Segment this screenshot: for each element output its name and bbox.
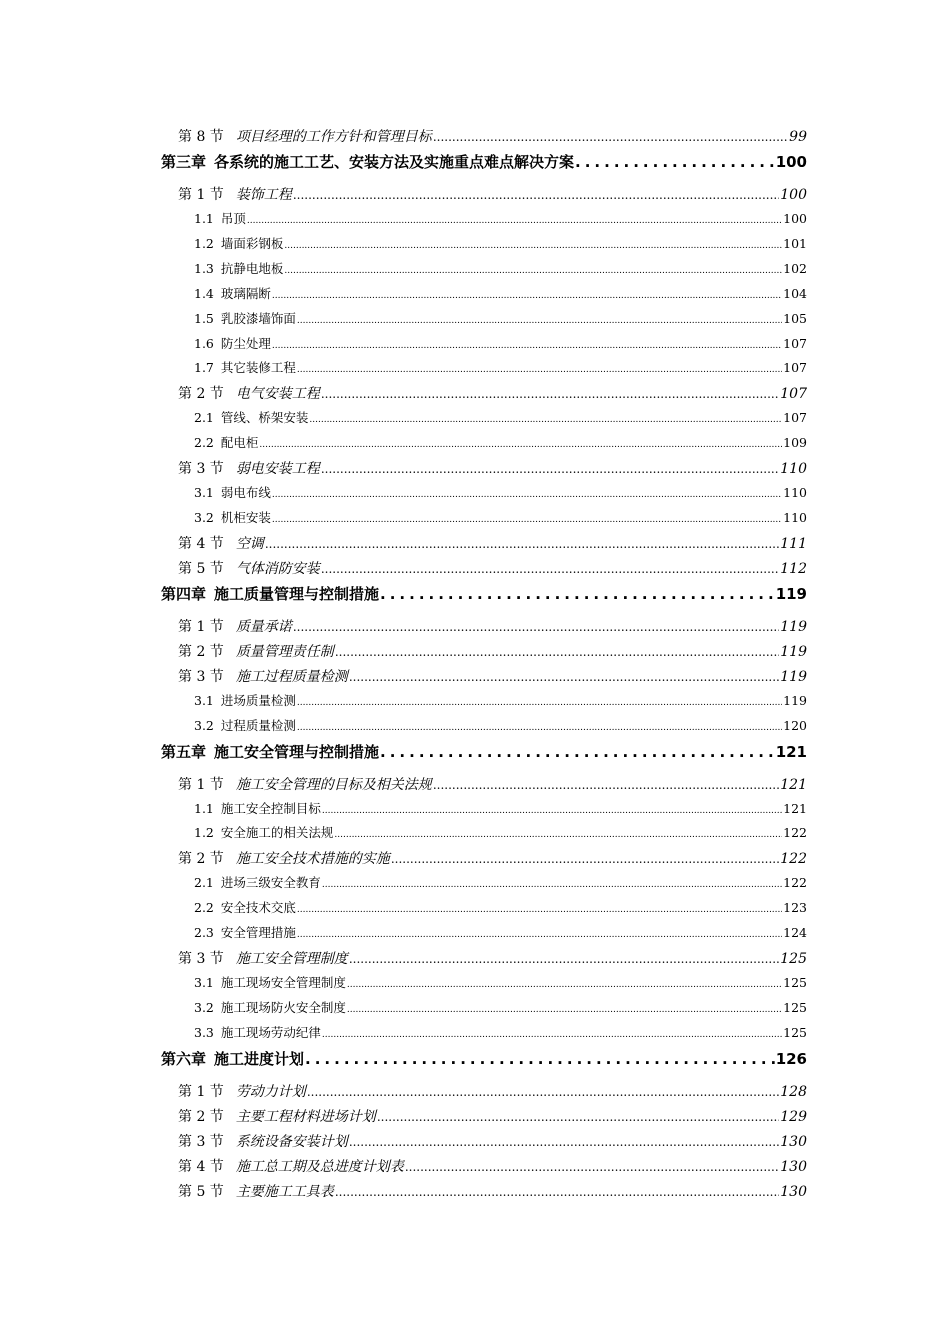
subsection-entry[interactable] xyxy=(194,873,807,891)
entry-title: 配电柜 xyxy=(220,435,259,450)
entry-title: 进场三级安全教育 xyxy=(220,875,321,890)
dot-leader xyxy=(293,620,779,634)
entry-title: 主要施工工具表 xyxy=(235,1184,334,1200)
entry-title: 防尘处理 xyxy=(220,336,271,351)
page-number: 130 xyxy=(780,1134,807,1150)
chapter-entry[interactable] xyxy=(161,741,807,762)
entry-title: 施工进度计划 xyxy=(214,1050,305,1068)
page-number: 110 xyxy=(780,461,807,477)
page-number: 125 xyxy=(783,1025,807,1040)
dot-leader xyxy=(321,562,779,576)
entry-title: 施工安全控制目标 xyxy=(220,801,321,816)
entry-number: 第五章 xyxy=(161,743,207,761)
subsection-entry[interactable] xyxy=(194,1023,807,1041)
dot-leader xyxy=(433,130,788,144)
entry-number: 3.2 xyxy=(194,510,214,525)
dot-leader xyxy=(349,952,779,966)
dot-leader xyxy=(334,830,782,840)
page-number: 100 xyxy=(780,187,807,203)
entry-number: 3.2 xyxy=(194,1000,214,1015)
entry-title: 吊顶 xyxy=(220,211,246,226)
dot-leader xyxy=(377,1110,779,1124)
entry-title: 施工安全管理的目标及相关法规 xyxy=(235,777,432,793)
page-number: 110 xyxy=(783,485,807,500)
entry-title: 施工现场防火安全制度 xyxy=(220,1000,346,1015)
page-number: 119 xyxy=(780,644,807,660)
page-number: 105 xyxy=(783,311,807,326)
entry-number: 1.2 xyxy=(194,825,214,840)
page-number: 109 xyxy=(783,435,807,450)
page-number: 121 xyxy=(780,777,807,793)
section-entry[interactable] xyxy=(178,458,807,478)
subsection-entry[interactable] xyxy=(194,358,807,376)
entry-title: 机柜安装 xyxy=(220,510,271,525)
section-entry[interactable] xyxy=(178,1156,807,1176)
entry-title: 施工安全管理与控制措施 xyxy=(214,743,380,761)
entry-number: 第 1 节 xyxy=(178,1084,224,1100)
chapter-entry[interactable] xyxy=(161,1048,807,1069)
entry-number: 1.5 xyxy=(194,311,214,326)
dot-leader xyxy=(272,341,782,351)
entry-title: 过程质量检测 xyxy=(220,718,296,733)
entry-number: 3.2 xyxy=(194,718,214,733)
subsection-entry[interactable] xyxy=(194,334,807,352)
page-number: 107 xyxy=(783,410,807,425)
entry-title: 玻璃隔断 xyxy=(220,286,271,301)
dot-leader xyxy=(349,1135,779,1149)
entry-number: 第 2 节 xyxy=(178,851,224,867)
section-entry[interactable] xyxy=(178,184,807,204)
entry-number: 第六章 xyxy=(161,1050,207,1068)
page-number: 107 xyxy=(783,336,807,351)
page-number: 125 xyxy=(783,975,807,990)
entry-title: 项目经理的工作方针和管理目标 xyxy=(235,129,432,145)
entry-title: 施工总工期及总进度计划表 xyxy=(235,1159,404,1175)
entry-title: 电气安装工程 xyxy=(235,386,320,402)
page-number: 129 xyxy=(780,1109,807,1125)
dot-leader xyxy=(380,585,775,603)
chapter-entry[interactable] xyxy=(161,583,807,604)
subsection-entry[interactable] xyxy=(194,716,807,734)
section-entry[interactable] xyxy=(178,558,807,578)
entry-number: 第 1 节 xyxy=(178,777,224,793)
dot-leader xyxy=(322,1030,782,1040)
entry-title: 弱电布线 xyxy=(220,485,271,500)
dot-leader xyxy=(247,216,782,226)
page-number: 124 xyxy=(783,925,807,940)
dot-leader xyxy=(309,415,782,425)
dot-leader xyxy=(347,1005,782,1015)
page-number: 121 xyxy=(775,743,807,761)
entry-title: 主要工程材料进场计划 xyxy=(235,1109,376,1125)
entry-number: 2.1 xyxy=(194,875,214,890)
entry-number: 第 2 节 xyxy=(178,386,224,402)
page-number: 126 xyxy=(775,1050,807,1068)
entry-number: 第 5 节 xyxy=(178,1184,224,1200)
entry-number: 1.2 xyxy=(194,236,214,251)
subsection-entry[interactable] xyxy=(194,284,807,302)
dot-leader xyxy=(322,806,782,816)
dot-leader xyxy=(297,930,782,940)
dot-leader xyxy=(297,698,782,708)
section-entry[interactable] xyxy=(178,666,807,686)
section-entry[interactable] xyxy=(178,948,807,968)
entry-number: 1.7 xyxy=(194,360,214,375)
entry-number: 1.1 xyxy=(194,801,214,816)
entry-number: 第 1 节 xyxy=(178,619,224,635)
entry-title: 施工过程质量检测 xyxy=(235,669,348,685)
page-number: 122 xyxy=(780,851,807,867)
subsection-entry[interactable] xyxy=(194,408,807,426)
subsection-entry[interactable] xyxy=(194,823,807,841)
entry-number: 第 2 节 xyxy=(178,1109,224,1125)
dot-leader xyxy=(265,537,779,551)
subsection-entry[interactable] xyxy=(194,309,807,327)
entry-number: 3.1 xyxy=(194,693,214,708)
page-number: 119 xyxy=(780,669,807,685)
subsection-entry[interactable] xyxy=(194,433,807,451)
page-number: 119 xyxy=(775,585,807,603)
subsection-entry[interactable] xyxy=(194,259,807,277)
entry-number: 1.6 xyxy=(194,336,214,351)
section-entry[interactable] xyxy=(178,1106,807,1126)
page-number: 123 xyxy=(783,900,807,915)
entry-title: 安全管理措施 xyxy=(220,925,296,940)
page-number: 122 xyxy=(783,875,807,890)
entry-title: 其它装修工程 xyxy=(220,360,296,375)
entry-number: 3.1 xyxy=(194,485,214,500)
page-number: 125 xyxy=(780,951,807,967)
subsection-entry[interactable] xyxy=(194,998,807,1016)
entry-number: 第 3 节 xyxy=(178,951,224,967)
subsection-entry[interactable] xyxy=(194,923,807,941)
section-entry[interactable] xyxy=(178,533,807,553)
section-entry[interactable] xyxy=(178,616,807,636)
page-number: 119 xyxy=(780,619,807,635)
page-number: 102 xyxy=(783,261,807,276)
page-number: 119 xyxy=(783,693,807,708)
entry-number: 3.1 xyxy=(194,975,214,990)
page-number: 120 xyxy=(783,718,807,733)
entry-title: 各系统的施工工艺、安装方法及实施重点难点解决方案 xyxy=(214,153,575,171)
page-number: 128 xyxy=(780,1084,807,1100)
dot-leader xyxy=(391,852,779,866)
page-number: 130 xyxy=(780,1184,807,1200)
section-entry[interactable] xyxy=(178,1131,807,1151)
subsection-entry[interactable] xyxy=(194,973,807,991)
entry-title: 气体消防安装 xyxy=(235,561,320,577)
dot-leader xyxy=(297,905,782,915)
entry-number: 2.2 xyxy=(194,900,214,915)
dot-leader xyxy=(259,440,782,450)
subsection-entry[interactable] xyxy=(194,799,807,817)
page-number: 112 xyxy=(780,561,807,577)
entry-number: 1.4 xyxy=(194,286,214,301)
entry-number: 第三章 xyxy=(161,153,207,171)
entry-number: 第 5 节 xyxy=(178,561,224,577)
entry-title: 质量管理责任制 xyxy=(235,644,334,660)
entry-title: 安全技术交底 xyxy=(220,900,296,915)
dot-leader xyxy=(349,670,779,684)
entry-title: 抗静电地板 xyxy=(220,261,284,276)
entry-title: 施工安全管理制度 xyxy=(235,951,348,967)
page-number: 104 xyxy=(783,286,807,301)
entry-number: 第 3 节 xyxy=(178,669,224,685)
entry-title: 装饰工程 xyxy=(235,187,292,203)
page-number: 121 xyxy=(783,801,807,816)
subsection-entry[interactable] xyxy=(194,209,807,227)
dot-leader xyxy=(380,743,775,761)
dot-leader xyxy=(405,1160,779,1174)
entry-number: 2.2 xyxy=(194,435,214,450)
dot-leader xyxy=(272,515,782,525)
page-number: 100 xyxy=(783,211,807,226)
page-number: 125 xyxy=(783,1000,807,1015)
dot-leader xyxy=(321,387,779,401)
entry-number: 第 2 节 xyxy=(178,644,224,660)
subsection-entry[interactable] xyxy=(194,691,807,709)
entry-number: 第 8 节 xyxy=(178,129,224,145)
dot-leader xyxy=(297,365,782,375)
entry-title: 弱电安装工程 xyxy=(235,461,320,477)
chapter-entry[interactable] xyxy=(161,151,807,172)
page-number: 111 xyxy=(780,536,807,552)
entry-title: 系统设备安装计划 xyxy=(235,1134,348,1150)
entry-number: 2.1 xyxy=(194,410,214,425)
dot-leader xyxy=(321,462,779,476)
entry-number: 1.3 xyxy=(194,261,214,276)
dot-leader xyxy=(297,316,782,326)
subsection-entry[interactable] xyxy=(194,234,807,252)
section-entry[interactable] xyxy=(178,383,807,403)
page-number: 110 xyxy=(783,510,807,525)
dot-leader xyxy=(335,645,779,659)
section-entry[interactable] xyxy=(178,848,807,868)
dot-leader xyxy=(307,1085,779,1099)
dot-leader xyxy=(575,153,775,171)
entry-number: 第四章 xyxy=(161,585,207,603)
dot-leader xyxy=(293,188,779,202)
entry-title: 施工安全技术措施的实施 xyxy=(235,851,390,867)
dot-leader xyxy=(305,1050,775,1068)
entry-title: 施工现场劳动纪律 xyxy=(220,1025,321,1040)
page-number: 107 xyxy=(783,360,807,375)
dot-leader xyxy=(433,778,779,792)
section-entry[interactable] xyxy=(178,126,807,146)
dot-leader xyxy=(272,291,782,301)
entry-title: 进场质量检测 xyxy=(220,693,296,708)
page-number: 101 xyxy=(783,236,807,251)
entry-title: 空调 xyxy=(235,536,264,552)
page-number: 130 xyxy=(780,1159,807,1175)
section-entry[interactable] xyxy=(178,1081,807,1101)
page-number: 122 xyxy=(783,825,807,840)
dot-leader xyxy=(322,880,782,890)
dot-leader xyxy=(347,980,782,990)
dot-leader xyxy=(335,1185,779,1199)
entry-title: 乳胶漆墙饰面 xyxy=(220,311,296,326)
entry-number: 3.3 xyxy=(194,1025,214,1040)
entry-title: 施工质量管理与控制措施 xyxy=(214,585,380,603)
entry-title: 施工现场安全管理制度 xyxy=(220,975,346,990)
entry-number: 2.3 xyxy=(194,925,214,940)
dot-leader xyxy=(284,266,782,276)
entry-title: 墙面彩钢板 xyxy=(220,236,284,251)
page-number: 99 xyxy=(789,129,807,145)
section-entry[interactable] xyxy=(178,641,807,661)
entry-number: 第 3 节 xyxy=(178,1134,224,1150)
entry-number: 第 4 节 xyxy=(178,1159,224,1175)
page-number: 100 xyxy=(775,153,807,171)
dot-leader xyxy=(284,241,782,251)
entry-number: 第 4 节 xyxy=(178,536,224,552)
subsection-entry[interactable] xyxy=(194,483,807,501)
entry-title: 管线、桥架安装 xyxy=(220,410,309,425)
subsection-entry[interactable] xyxy=(194,508,807,526)
entry-number: 第 3 节 xyxy=(178,461,224,477)
entry-title: 安全施工的相关法规 xyxy=(220,825,334,840)
entry-title: 劳动力计划 xyxy=(235,1084,306,1100)
entry-title: 质量承诺 xyxy=(235,619,292,635)
dot-leader xyxy=(297,723,782,733)
entry-number: 第 1 节 xyxy=(178,187,224,203)
dot-leader xyxy=(272,490,782,500)
page-number: 107 xyxy=(780,386,807,402)
subsection-entry[interactable] xyxy=(194,898,807,916)
section-entry[interactable] xyxy=(178,774,807,794)
section-entry[interactable] xyxy=(178,1181,807,1201)
entry-number: 1.1 xyxy=(194,211,214,226)
